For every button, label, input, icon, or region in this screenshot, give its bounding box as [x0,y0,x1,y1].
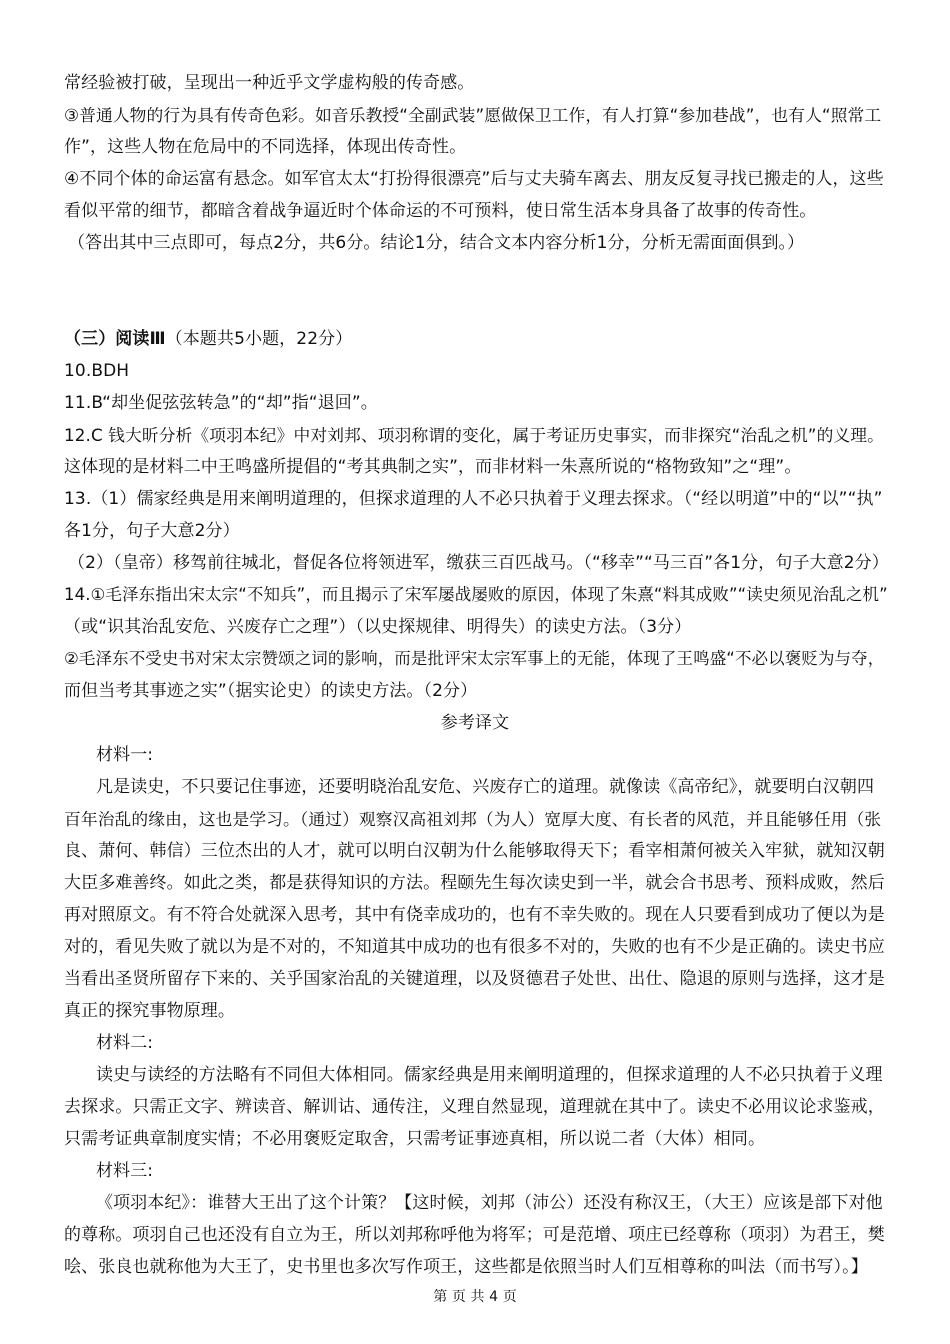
answer-line: 14.①毛泽东指出宋太宗“不知兵”，而且揭示了宋军屡战屡败的原因，体现了朱熹“料其成败”“读史须见治乱之机” [64,585,888,604]
translation-line: 去探求。只需正文字、辨读音、解训诂、通传注，义理自然显现，道理就在其中了。读史不必用议论求鉴戒， [64,1097,885,1117]
answer-line: 11.B“却坐促弦弦转急”的“却”指“退回”。 [64,393,378,413]
text-line: 作”，这些人物在危局中的不同选择，体现出传奇性。 [64,137,467,157]
answer-line: 10.BDH [64,361,130,381]
translation-line: 凡是读史，不只要记住事迹，还要明晓治乱安危、兴废存亡的道理。就像读《高帝纪》，就要明白汉朝四 [96,777,875,797]
answer-line: （2）（皇帝）移驾前往城北，督促各位将领进军，缴获三百匹战马。（“移幸”“马三百”各1分，句子大意2分） [68,553,889,573]
translation-line: 的尊称。项羽自己也还没有自立为王，所以刘邦称呼他为将军；可是范增、项庄已经尊称（项羽）为君王，樊 [64,1225,885,1245]
page-footer: 第 页 共 4 页 [433,1289,517,1305]
scoring-note: （答出其中三点即可，每点2分，共6分。结论1分，结合文本内容分析1分，分析无需面面俱到。） [68,233,805,253]
answer-line: 各1分，句子大意2分） [64,521,240,541]
answer-line: 12.C 钱大昕分析《项羽本纪》中对刘邦、项羽称谓的变化，属于考证历史事实，而非探究“治乱之机”的义理。 [64,425,884,445]
translation-line: 良、萧何、韩信）三位杰出的人才，就可以明白汉朝为什么能够取得天下；看宰相萧何被关入牢狱，就知汉朝 [64,841,885,861]
section-heading [64,327,890,351]
answer-line: （或“识其治乱安危、兴废存亡之理”）（以史探规律、明得失）的读史方法。（3分） [64,617,692,637]
translation-line: 对的，看见失败了就以为是不对的，不知道其中成功的也有很多不对的，失败的也有不少是正确的。读史书应 [64,937,885,957]
answer-line: 13.（1）儒家经典是用来阐明道理的，但探求道理的人不必只执着于义理去探求。（“经以明道”中的“以”“执” [64,489,883,509]
section-heading-info: （本题共5小题，22分） [165,329,353,349]
answer-line: 这体现的是材料二中王鸣盛所提倡的“考其典制之实”，而非材料一朱熹所说的“格物致知”之“理”。 [64,457,802,477]
translation-line: 百年治乱的缘由，这也是学习。（通过）观察汉高祖刘邦（为人）宽厚大度、有长者的风范，并且能够任用（张 [64,809,882,829]
translation-line: 《项羽本纪》：谁替大王出了这个计策？【这时候，刘邦（沛公）还没有称汉王，（大王）应该是部下对他 [96,1193,883,1213]
text-line: ④不同个体的命运富有悬念。如军官太太“打扮得很漂亮”后与丈夫骑车离去、朋友反复寻找已搬走的人，这些 [64,169,884,189]
section-heading-title: （三）阅读Ⅲ [64,329,166,349]
translation-title: 参考译文 [440,713,510,733]
material-heading: 材料一: [96,745,154,765]
translation-line: 只需考证典章制度实情；不必用褒贬定取舍，只需考证事迹真相，所以说二者（大体）相同。 [64,1129,766,1149]
translation-line: 真正的探究事物原理。 [64,1001,235,1021]
material-heading: 材料三: [96,1161,154,1181]
translation-line: 当看出圣贤所留存下来的、关乎国家治乱的关键道理，以及贤德君子处世、出仕、隐退的原则与选择，这才是 [64,969,885,989]
text-line: ③普通人物的行为具有传奇色彩。如音乐教授“全副武装”愿做保卫工作，有人打算“参加巷战”，也有人“照常工 [64,105,882,125]
material-heading: 材料二: [96,1033,154,1053]
translation-line: 再对照原文。有不符合处就深入思考，其中有侥幸成功的，也有不幸失败的。现在人只要看到成功了便以为是 [64,905,885,925]
answer-line: ②毛泽东不受史书对宋太宗赞颂之词的影响，而是批评宋太宗军事上的无能，体现了王鸣盛“不必以褒贬为与夺， [64,649,885,668]
translation-line: 读史与读经的方法略有不同但大体相同。儒家经典是用来阐明道理的，但探求道理的人不必只执着于义理 [96,1065,883,1085]
answer-line: 而但当考其事迹之实”（据实论史）的读史方法。（2分） [64,681,478,701]
translation-line: 哙、张良也就称他为大王了，史书里也多次写作项王，这些都是依照当时人们互相尊称的叫法（而书写）。】 [64,1257,868,1277]
text-line: 常经验被打破，呈现出一种近乎文学虚构般的传奇感。 [64,73,475,93]
text-line: 看似平常的细节，都暗含着战争逼近时个体命运的不可预料，使日常生活本身具备了故事的传奇性。 [64,201,817,221]
translation-line: 大臣多难善终。如此之类，都是获得知识的方法。程颐先生每次读史到一半，就会合书思考、预料成败，然后 [64,873,885,893]
